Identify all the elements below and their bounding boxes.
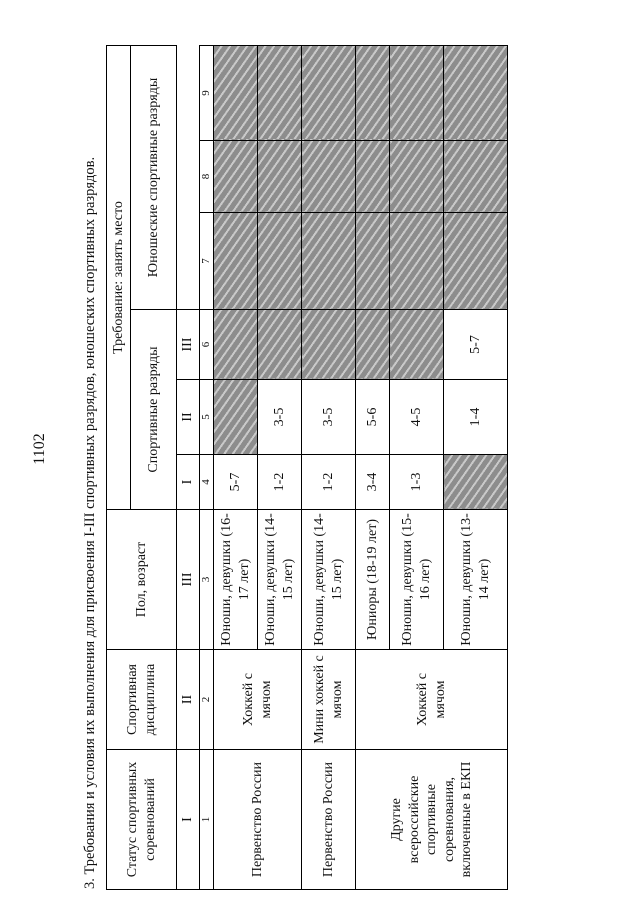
cell-youth-I-shaded [356,213,390,310]
row-status: Другие всероссийские спортивные соревнования, включенные в ЕКП [356,750,508,890]
column-number: 8 [199,141,214,213]
header-requirement: Требование: занять место [107,46,131,510]
cell-rank-II: 5-6 [356,380,390,455]
row-discipline: Мини хоккей с мячом [302,650,356,750]
cell-rank-III: 5-7 [444,310,508,380]
header-youth-ranks: Юношеские спортивные разряды [131,46,177,310]
cell-youth-II-shaded [390,141,444,213]
row-gender-age: Юноши, девушки (16-17 лет) [214,510,258,650]
row-status: Первенство России [214,750,302,890]
requirements-table-wrapper [106,46,492,890]
column-number: 7 [199,213,214,310]
cell-rank-I: 5-7 [214,455,258,510]
cell-youth-II-shaded [302,141,356,213]
table-row [302,46,356,890]
header-youth-I: I [177,455,200,510]
header-status: Статус спортивных соревнований [107,750,177,890]
row-gender-age: Юноши, девушки (14-15 лет) [302,510,356,650]
cell-rank-I-shaded [444,455,508,510]
header-rank-I: I [177,750,200,890]
column-number: 3 [199,510,214,650]
header-sport-ranks: Спортивные разряды [131,310,177,510]
cell-youth-III-shaded [356,46,390,141]
cell-youth-I-shaded [390,213,444,310]
row-status: Первенство России [302,750,356,890]
header-gender-age: Пол, возраст [107,510,177,650]
document-heading: 3. Требования и условия их выполнения для присвоения I-III спортивных разрядов, юношеских спортивных разрядов. [82,156,98,889]
cell-youth-II-shaded [444,141,508,213]
column-number: 2 [199,650,214,750]
cell-youth-II-shaded [356,141,390,213]
cell-rank-I: 1-2 [302,455,356,510]
cell-youth-II-shaded [258,141,302,213]
cell-youth-I-shaded [444,213,508,310]
requirements-table [106,45,508,890]
row-gender-age: Юноши, девушки (13-14 лет) [444,510,508,650]
cell-rank-II: 1-4 [444,380,508,455]
table-row [356,46,390,890]
column-number: 6 [199,310,214,380]
row-discipline: Хоккей с мячом [356,650,508,750]
row-discipline: Хоккей с мячом [214,650,302,750]
cell-youth-I-shaded [258,213,302,310]
header-rank-III: III [177,510,200,650]
page-number: 1102 [31,433,48,465]
cell-youth-III-shaded [390,46,444,141]
column-number: 1 [199,750,214,890]
cell-rank-III-shaded [258,310,302,380]
column-number: 5 [199,380,214,455]
row-gender-age: Юноши, девушки (14-15 лет) [258,510,302,650]
cell-youth-I-shaded [302,213,356,310]
cell-rank-I: 3-4 [356,455,390,510]
cell-rank-II: 3-5 [302,380,356,455]
header-rank-II: II [177,650,200,750]
cell-rank-II: 3-5 [258,380,302,455]
column-number: 4 [199,455,214,510]
cell-rank-III-shaded [390,310,444,380]
row-gender-age: Юноши, девушки (15-16 лет) [390,510,444,650]
cell-youth-III-shaded [302,46,356,141]
row-gender-age: Юниоры (18-19 лет) [356,510,390,650]
cell-youth-III-shaded [214,46,258,141]
cell-rank-III-shaded [214,310,258,380]
cell-youth-III-shaded [258,46,302,141]
cell-rank-III-shaded [302,310,356,380]
cell-rank-II: 4-5 [390,380,444,455]
table-row [214,46,258,890]
cell-rank-I: 1-3 [390,455,444,510]
cell-rank-I: 1-2 [258,455,302,510]
header-youth-III: III [177,310,200,380]
column-number: 9 [199,46,214,141]
cell-youth-II-shaded [214,141,258,213]
cell-youth-III-shaded [444,46,508,141]
cell-rank-II-shaded [214,380,258,455]
cell-rank-III-shaded [356,310,390,380]
cell-youth-I-shaded [214,213,258,310]
header-discipline: Спортивная дисциплина [107,650,177,750]
header-youth-II: II [177,380,200,455]
